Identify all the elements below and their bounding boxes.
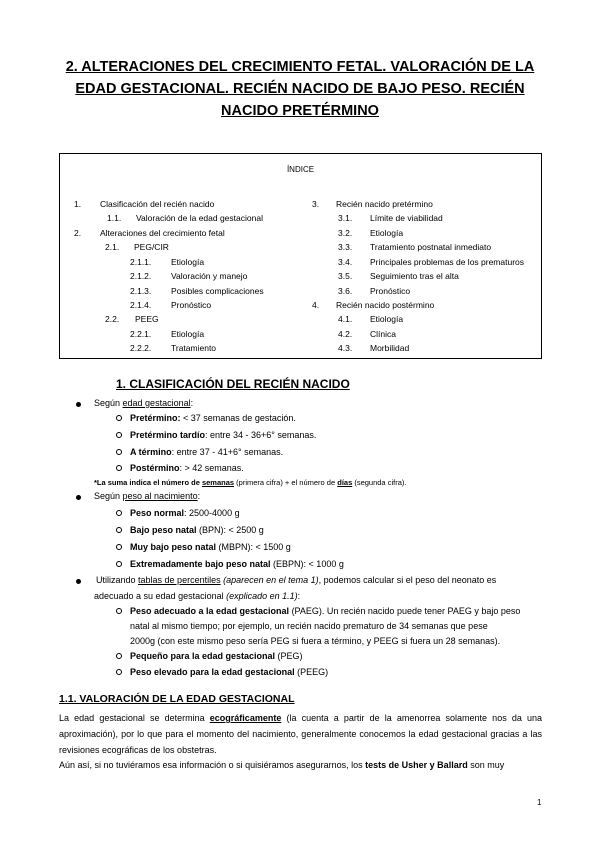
index-num: 2.1.4. [130, 300, 152, 310]
section-heading-1: 1. CLASIFICACIÓN DEL RECIÉN NACIDO [116, 377, 350, 391]
section-heading-1-1: 1.1. VALORACIÓN DE LA EDAD GESTACIONAL [59, 693, 295, 705]
index-item: Principales problemas de los prematuros [370, 257, 525, 267]
index-item: PEEG [135, 314, 159, 324]
index-num: 3.2. [338, 228, 353, 238]
index-num: 3. [312, 199, 320, 209]
bullet-edad-gestacional: Según edad gestacional: [94, 398, 194, 408]
index-item: Morbilidad [370, 343, 410, 353]
index-item: Clasificación del recién nacido [100, 199, 215, 209]
index-num: 2.2.2. [130, 343, 152, 353]
sub-bullet-marker [116, 465, 122, 471]
index-num: 4.3. [338, 343, 353, 353]
index-num: 1. [74, 199, 82, 209]
bullet-marker [76, 579, 81, 584]
index-num: 2.1. [105, 242, 120, 252]
footnote-weeks: *La suma indica el número de semanas (primera cifra) + el número de días (segunda cifra). [94, 478, 407, 487]
item-paeg-line1: Peso adecuado a la edad gestacional (PAEG). Un recién nacido puede tener PAEG y bajo peso [130, 606, 521, 616]
item-peeg: Peso elevado para la edad gestacional (PEEG) [130, 667, 329, 677]
index-item: Tratamiento [171, 343, 217, 353]
index-num: 4.2. [338, 329, 353, 339]
index-heading: ÍNDICE [286, 165, 315, 174]
item-pretermino: Pretérmino: < 37 semanas de gestación. [130, 413, 296, 423]
index-num: 2.2.1. [130, 329, 152, 339]
index-item: Recién nacido pretérmino [336, 199, 433, 209]
index-item: Clínica [370, 329, 396, 339]
sub-bullet-marker [116, 653, 122, 659]
index-num: 3.4. [338, 257, 353, 267]
index-item: Etiología [370, 228, 404, 238]
item-paeg-line2: natal al mismo tiempo; por ejemplo, un recién nacido prematuro de 34 semanas que pese [130, 621, 488, 631]
sub-bullet-marker [116, 561, 122, 567]
bullet-percentiles-line1: Utilizando tablas de percentiles (aparecen en el tema 1), podemos calcular si el peso del neonato es [96, 575, 497, 585]
item-pretermino-tardio: Pretérmino tardío: entre 34 - 36+6° semanas. [130, 430, 317, 440]
index-item: Tratamiento postnatal inmediato [370, 242, 492, 252]
index-num: 2. [74, 228, 82, 238]
index-item: Recién nacido postérmino [336, 300, 435, 310]
index-item: Etiología [171, 257, 205, 267]
index-item: Pronóstico [370, 286, 411, 296]
index-num: 3.5. [338, 271, 353, 281]
sub-bullet-marker [116, 449, 122, 455]
item-peg: Pequeño para la edad gestacional (PEG) [130, 651, 303, 661]
index-item: Etiología [370, 314, 404, 324]
index-box [59, 153, 542, 359]
index-item: Alteraciones del crecimiento fetal [100, 228, 225, 238]
index-item: Valoración y manejo [171, 271, 248, 281]
index-item: Valoración de la edad gestacional [136, 213, 263, 223]
index-num: 4. [312, 300, 320, 310]
item-postermino: Postérmino: > 42 semanas. [130, 463, 244, 473]
sub-bullet-marker [116, 510, 122, 516]
index-item: Posibles complicaciones [171, 286, 264, 296]
index-num: 1.1. [107, 213, 122, 223]
index-num: 3.6. [338, 286, 353, 296]
index-item: Pronóstico [171, 300, 212, 310]
sub-bullet-marker [116, 608, 122, 614]
item-ebpn: Extremadamente bajo peso natal (EBPN): < 1000 g [130, 559, 344, 569]
sub-bullet-marker [116, 432, 122, 438]
index-num: 3.1. [338, 213, 353, 223]
bullet-peso-nacimiento: Según peso al nacimiento: [94, 491, 201, 501]
sub-bullet-marker [116, 527, 122, 533]
sub-bullet-marker [116, 544, 122, 550]
item-a-termino: A término: entre 37 - 41+6° semanas. [130, 447, 284, 457]
index-item: Etiología [171, 329, 205, 339]
index-item: Límite de viabilidad [370, 213, 443, 223]
paragraph-ecografia: La edad gestacional se determina ecográficamente (la cuenta a partir de la amenorrea solamente nos da una aproximación), por lo que para el momento del nacimiento, generalmente conocemos la edad gestacional gracias a las revisiones ecográficas de los obstetras. [59, 713, 543, 755]
item-peso-normal: Peso normal: 2500-4000 g [130, 508, 240, 518]
item-bpn: Bajo peso natal (BPN): < 2500 g [130, 525, 264, 535]
index-num: 2.1.2. [130, 271, 152, 281]
index-item: Seguimiento tras el alta [370, 271, 459, 281]
bullet-marker [76, 402, 81, 407]
index-num: 3.3. [338, 242, 353, 252]
item-paeg-line3: 2000g (con este mismo peso sería PEG si fuera a término, y PEEG si fuera un 28 semanas). [130, 636, 501, 646]
index-item: PEG/CIR [134, 242, 169, 252]
page-number: 1 [537, 798, 542, 807]
paragraph-tests: Aún así, si no tuviéramos esa información o si quisiéramos asegurarnos, los tests de Usher y Ballard son muy [59, 760, 505, 770]
index-num: 4.1. [338, 314, 353, 324]
index-num: 2.2. [105, 314, 120, 324]
sub-bullet-marker [116, 669, 122, 675]
bullet-percentiles-line2: adecuado a su edad gestacional (explicado en 1.1): [94, 591, 301, 601]
index-num: 2.1.3. [130, 286, 152, 296]
bullet-marker [76, 495, 81, 500]
index-num: 2.1.1. [130, 257, 152, 267]
sub-bullet-marker [116, 415, 122, 421]
item-mbpn: Muy bajo peso natal (MBPN): < 1500 g [130, 542, 291, 552]
page-title: 2. ALTERACIONES DEL CRECIMIENTO FETAL. VALORACIÓN DE LA EDAD GESTACIONAL. RECIÉN NACIDO DE BAJO PESO. RECIÉN NACIDO PRETÉRMINO [65, 59, 535, 119]
